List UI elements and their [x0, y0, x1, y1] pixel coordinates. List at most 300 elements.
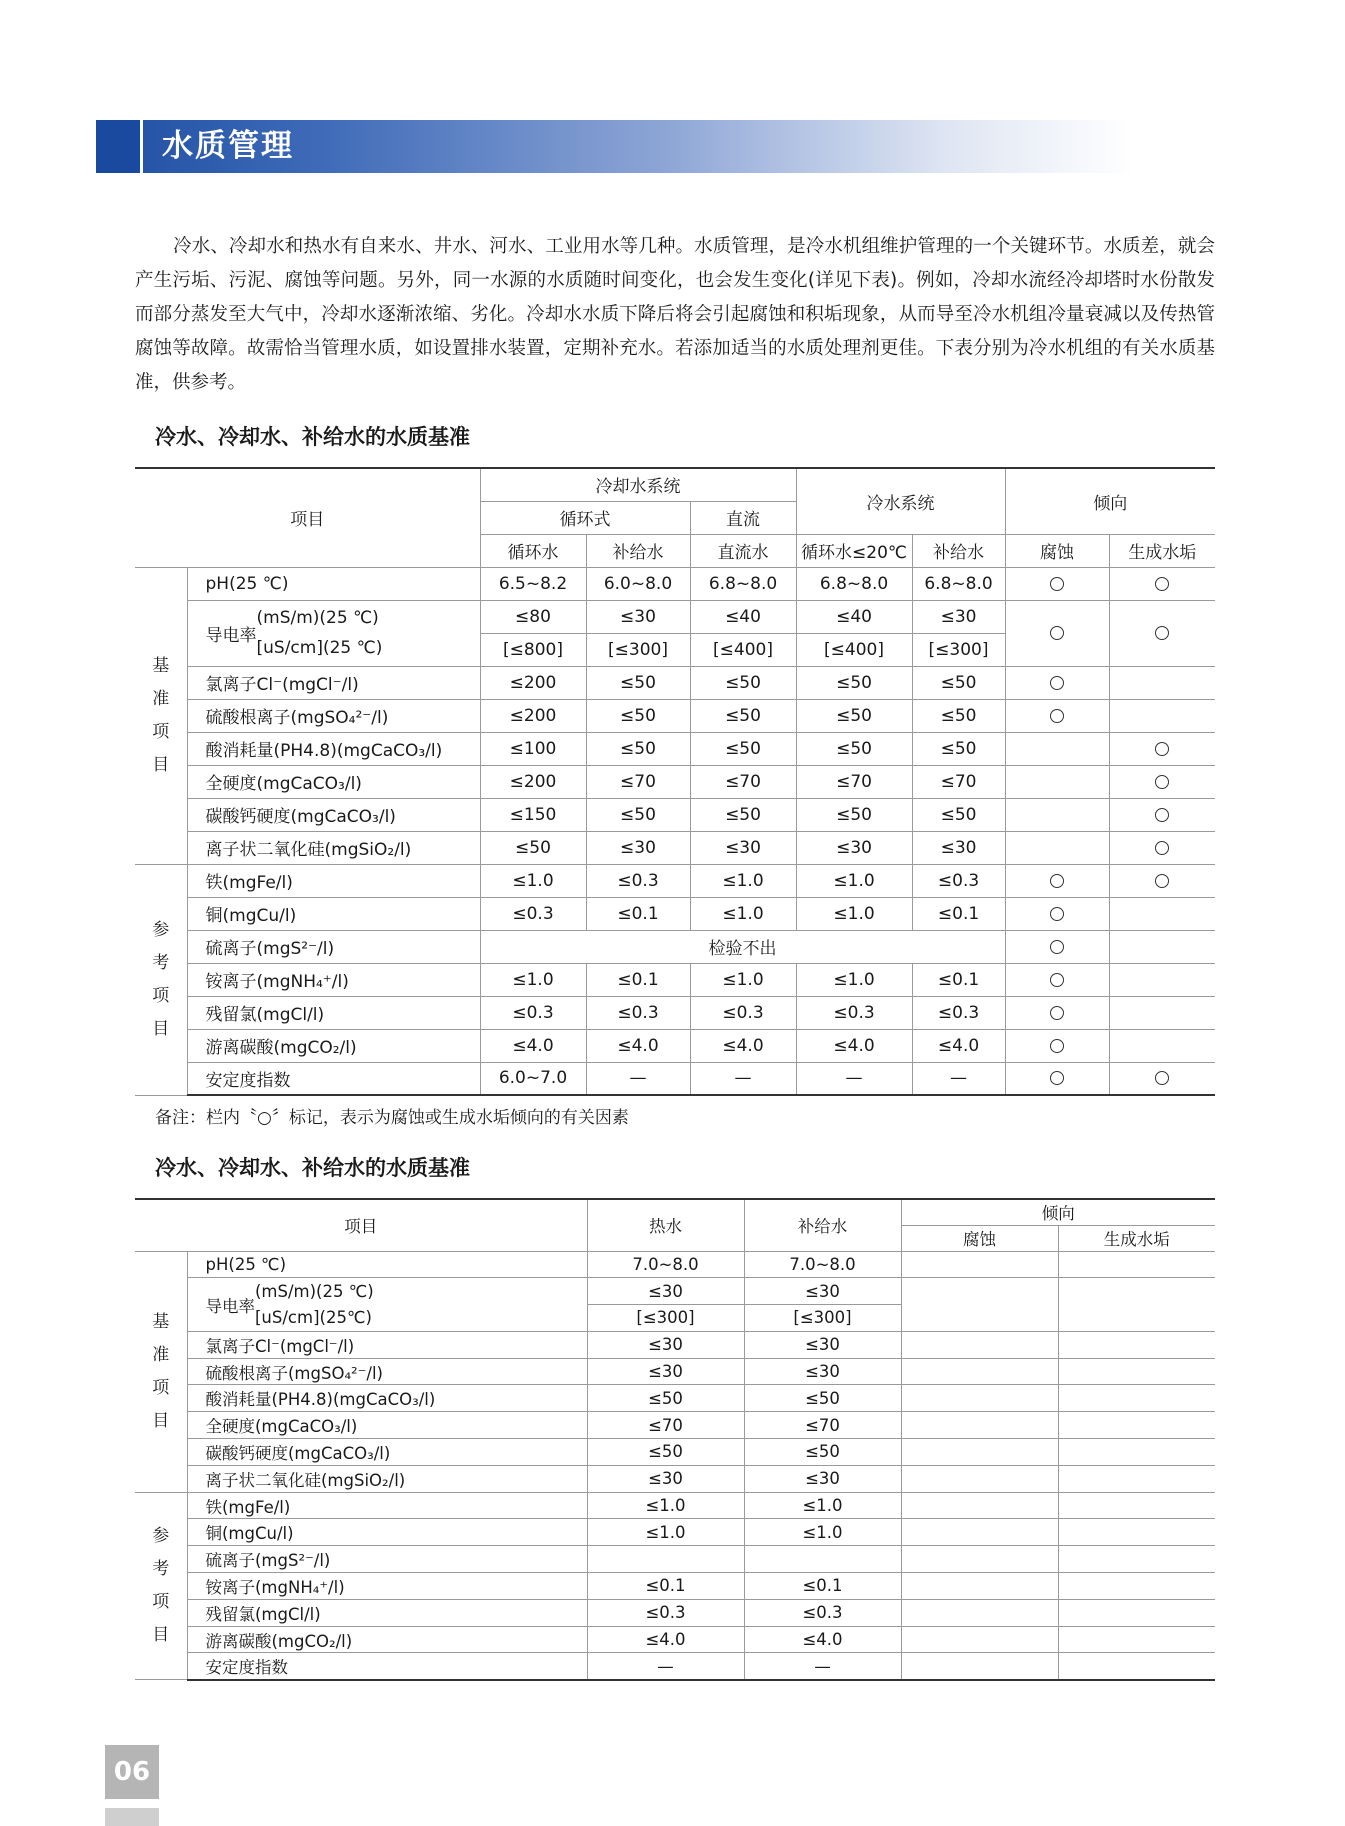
corrosion-cell — [1005, 600, 1109, 666]
table-row — [135, 1331, 1215, 1358]
row-label: 全硬度(mgCaCO₃/l) — [187, 765, 480, 798]
value-cell: ≤70 — [586, 765, 690, 798]
table-row — [135, 732, 1215, 765]
table-row — [135, 930, 1215, 963]
conductivity-units — [255, 1279, 374, 1331]
scale-cell — [1109, 1029, 1215, 1062]
corrosion-cell — [1005, 765, 1109, 798]
row-label: 硫酸根离子(mgSO₄²⁻/l) — [187, 699, 480, 732]
scale-cell — [1109, 864, 1215, 897]
scale-cell — [1109, 963, 1215, 996]
tendency-circle-icon — [1155, 577, 1169, 591]
header-item: 项目 — [135, 468, 480, 567]
row-label: 酸消耗量(PH4.8)(mgCaCO₃/l) — [187, 1385, 587, 1412]
value-cell: ≤200 — [480, 699, 586, 732]
value-cell: — — [796, 1062, 912, 1095]
value-cell: ≤0.3 — [796, 996, 912, 1029]
header-makeup-water: 补给水 — [586, 534, 690, 567]
scale-cell — [1109, 600, 1215, 666]
value-cell: ≤1.0 — [690, 864, 796, 897]
scale-cell — [1058, 1439, 1215, 1466]
tendency-circle-icon — [1155, 841, 1169, 855]
value-cell: ≤0.3 — [586, 996, 690, 1029]
tendency-circle-icon — [1155, 775, 1169, 789]
value-cell: ≤200 — [480, 765, 586, 798]
corrosion-cell — [1005, 1029, 1109, 1062]
group-char: 准 — [152, 1344, 170, 1365]
row-label — [187, 600, 480, 666]
corrosion-cell — [901, 1599, 1058, 1626]
header-corrosion: 腐蚀 — [901, 1225, 1058, 1251]
value-cell — [744, 1546, 901, 1573]
conductivity-label — [206, 1279, 587, 1331]
corrosion-cell — [901, 1439, 1058, 1466]
value-cell: ≤0.1 — [912, 963, 1005, 996]
value-cell: ≤0.3 — [912, 996, 1005, 1029]
row-label: 氯离子Cl⁻(mgCl⁻/l) — [187, 666, 480, 699]
row-label: 铜(mgCu/l) — [187, 1519, 587, 1546]
corrosion-cell — [901, 1278, 1058, 1332]
value-cell: [≤300] — [912, 633, 1005, 666]
table-row — [135, 699, 1215, 732]
value-cell: ≤30 — [587, 1465, 744, 1492]
value-cell: ≤50 — [912, 798, 1005, 831]
corrosion-cell — [1005, 930, 1109, 963]
group-char: 目 — [152, 1018, 170, 1039]
value-cell: ≤0.1 — [586, 897, 690, 930]
header-tendency: 倾向 — [1005, 468, 1215, 534]
section-title: 水质管理 — [162, 128, 294, 164]
value-cell: ≤30 — [587, 1278, 744, 1305]
value-cell: — — [586, 1062, 690, 1095]
header-scale: 生成水垢 — [1109, 534, 1215, 567]
table-row — [135, 1492, 1215, 1519]
conductivity-unit-1: (mS/m)(25 ℃) — [255, 1281, 374, 1301]
corrosion-cell — [901, 1519, 1058, 1546]
value-cell: ≤50 — [587, 1385, 744, 1412]
scale-cell — [1058, 1626, 1215, 1653]
group-char: 目 — [152, 1624, 170, 1645]
value-cell: ≤70 — [796, 765, 912, 798]
row-label — [187, 1278, 587, 1332]
value-cell: — — [587, 1653, 744, 1680]
header-chilled-circulating: 循环水≤20℃ — [796, 534, 912, 567]
row-label: 酸消耗量(PH4.8)(mgCaCO₃/l) — [187, 732, 480, 765]
value-cell: 6.0~8.0 — [586, 567, 690, 600]
value-cell: ≤50 — [690, 732, 796, 765]
value-cell: ≤1.0 — [587, 1492, 744, 1519]
conductivity-unit-2: [uS/cm](25 ℃) — [256, 638, 383, 658]
table-row — [135, 1358, 1215, 1385]
row-label: 残留氯(mgCl/l) — [187, 1599, 587, 1626]
table2-title: 冷水、冷却水、补给水的水质基准 — [155, 1156, 470, 1180]
row-label: 碳酸钙硬度(mgCaCO₃/l) — [187, 1439, 587, 1466]
row-label: 铜(mgCu/l) — [187, 897, 480, 930]
value-cell: ≤50 — [912, 732, 1005, 765]
value-cell: ≤30 — [586, 831, 690, 864]
scale-cell — [1109, 666, 1215, 699]
header-circulating: 循环式 — [480, 501, 690, 534]
value-cell: 6.8~8.0 — [796, 567, 912, 600]
value-cell: ≤50 — [587, 1439, 744, 1466]
value-cell: ≤1.0 — [480, 963, 586, 996]
row-label: pH(25 ℃) — [187, 1251, 587, 1278]
row-label: 游离碳酸(mgCO₂/l) — [187, 1626, 587, 1653]
table-row — [135, 831, 1215, 864]
value-cell: ≤30 — [912, 831, 1005, 864]
header-scale: 生成水垢 — [1058, 1225, 1215, 1251]
corrosion-cell — [1005, 666, 1109, 699]
value-cell-merged: 检验不出 — [480, 930, 1005, 963]
corrosion-cell — [901, 1385, 1058, 1412]
row-group-label — [135, 864, 187, 1095]
header-once-through: 直流 — [690, 501, 796, 534]
row-group-label — [135, 1492, 187, 1680]
value-cell: ≤40 — [796, 600, 912, 633]
table-row — [135, 1519, 1215, 1546]
table-row — [135, 765, 1215, 798]
value-cell: ≤4.0 — [744, 1626, 901, 1653]
header-item: 项目 — [135, 1199, 587, 1251]
value-cell: ≤50 — [796, 732, 912, 765]
scale-cell — [1058, 1412, 1215, 1439]
value-cell: ≤0.3 — [480, 996, 586, 1029]
scale-cell — [1058, 1653, 1215, 1680]
group-char: 基 — [152, 655, 170, 676]
value-cell: ≤0.1 — [744, 1573, 901, 1600]
value-cell: ≤70 — [587, 1412, 744, 1439]
conductivity-unit-2: [uS/cm](25℃) — [255, 1307, 372, 1327]
corrosion-cell — [901, 1465, 1058, 1492]
value-cell: ≤1.0 — [690, 897, 796, 930]
conductivity-name: 导电率 — [205, 625, 257, 646]
scale-cell — [1109, 897, 1215, 930]
value-cell: 6.5~8.2 — [480, 567, 586, 600]
row-label: 安定度指数 — [187, 1653, 587, 1680]
group-char: 项 — [152, 1377, 170, 1398]
tendency-circle-icon — [1155, 1071, 1169, 1085]
row-label: 铵离子(mgNH₄⁺/l) — [187, 963, 480, 996]
value-cell: ≤0.3 — [690, 996, 796, 1029]
corrosion-cell — [1005, 996, 1109, 1029]
header-tendency: 倾向 — [901, 1199, 1215, 1225]
row-label: 离子状二氧化硅(mgSiO₂/l) — [187, 831, 480, 864]
row-label: 安定度指数 — [187, 1062, 480, 1095]
value-cell: ≤1.0 — [796, 897, 912, 930]
value-cell: ≤50 — [690, 699, 796, 732]
value-cell: ≤200 — [480, 666, 586, 699]
value-cell: ≤50 — [480, 831, 586, 864]
value-cell: ≤30 — [586, 600, 690, 633]
group-char: 项 — [152, 721, 170, 742]
group-char: 项 — [152, 1591, 170, 1612]
row-label: 硫离子(mgS²⁻/l) — [187, 1546, 587, 1573]
corrosion-cell — [1005, 897, 1109, 930]
table-row — [135, 963, 1215, 996]
corrosion-cell — [901, 1546, 1058, 1573]
group-char: 准 — [152, 688, 170, 709]
table-row — [135, 1278, 1215, 1305]
table-row — [135, 864, 1215, 897]
value-cell: ≤1.0 — [480, 864, 586, 897]
value-cell: [≤300] — [586, 633, 690, 666]
row-group-label — [135, 567, 187, 864]
value-cell: ≤0.1 — [587, 1573, 744, 1600]
table-row — [135, 1029, 1215, 1062]
header-cooling-system: 冷却水系统 — [480, 468, 796, 501]
scale-cell — [1058, 1331, 1215, 1358]
row-label: 全硬度(mgCaCO₃/l) — [187, 1412, 587, 1439]
corrosion-cell — [901, 1653, 1058, 1680]
value-cell: ≤50 — [690, 666, 796, 699]
value-cell: ≤0.3 — [912, 864, 1005, 897]
value-cell: ≤100 — [480, 732, 586, 765]
corrosion-cell — [901, 1626, 1058, 1653]
scale-cell — [1109, 732, 1215, 765]
value-cell: 7.0~8.0 — [744, 1251, 901, 1278]
corrosion-cell — [1005, 798, 1109, 831]
row-label: 硫离子(mgS²⁻/l) — [187, 930, 480, 963]
scale-cell — [1109, 699, 1215, 732]
conductivity-units — [257, 603, 383, 663]
value-cell: ≤30 — [587, 1331, 744, 1358]
value-cell: ≤50 — [586, 666, 690, 699]
value-cell: ≤0.3 — [587, 1599, 744, 1626]
value-cell: ≤50 — [586, 699, 690, 732]
row-label: 残留氯(mgCl/l) — [187, 996, 480, 1029]
scale-cell — [1058, 1599, 1215, 1626]
tendency-circle-icon — [1050, 626, 1064, 640]
corrosion-cell — [901, 1331, 1058, 1358]
scale-cell — [1058, 1465, 1215, 1492]
value-cell: ≤1.0 — [796, 963, 912, 996]
table-row — [135, 567, 1215, 600]
value-cell: ≤4.0 — [796, 1029, 912, 1062]
scale-cell — [1058, 1492, 1215, 1519]
table-row — [135, 1412, 1215, 1439]
table-row — [135, 600, 1215, 633]
corrosion-cell — [1005, 732, 1109, 765]
row-label: 硫酸根离子(mgSO₄²⁻/l) — [187, 1358, 587, 1385]
scale-cell — [1058, 1573, 1215, 1600]
value-cell: ≤0.1 — [586, 963, 690, 996]
scale-cell — [1109, 831, 1215, 864]
intro-text: 冷水、冷却水和热水有自来水、井水、河水、工业用水等几种。水质管理，是冷水机组维护管理的一个关键环节。水质差，就会产生污垢、污泥、腐蚀等问题。另外，同一水源的水质随时间变化，也会发生变化(详见下表)。例如，冷却水流经冷却塔时水份散发而部分蒸发至大气中，冷却水逐渐浓缩、劣化。冷却水水质下降后将会引起腐蚀和积垢现象，从而导至冷水机组冷量衰减以及传热管腐蚀等故障。故需恰当管理水质，如设置排水装置，定期补充水。若添加适当的水质处理剂更佳。下表分别为冷水机组的有关水质基准，供参考。 — [135, 236, 1215, 393]
value-cell: [≤400] — [796, 633, 912, 666]
scale-cell — [1058, 1278, 1215, 1332]
scale-cell — [1058, 1385, 1215, 1412]
conductivity-name: 导电率 — [205, 1296, 255, 1316]
corrosion-cell — [1005, 699, 1109, 732]
table-row — [135, 1626, 1215, 1653]
value-cell: ≤0.3 — [480, 897, 586, 930]
value-cell: — — [690, 1062, 796, 1095]
row-label: 碳酸钙硬度(mgCaCO₃/l) — [187, 798, 480, 831]
table-row — [135, 1062, 1215, 1095]
value-cell: [≤300] — [587, 1305, 744, 1332]
scale-cell — [1109, 765, 1215, 798]
tendency-circle-icon — [1050, 577, 1064, 591]
value-cell: 6.0~7.0 — [480, 1062, 586, 1095]
tendency-circle-icon — [1050, 1071, 1064, 1085]
row-label: 游离碳酸(mgCO₂/l) — [187, 1029, 480, 1062]
corrosion-cell — [1005, 963, 1109, 996]
corrosion-cell — [901, 1358, 1058, 1385]
value-cell: ≤70 — [912, 765, 1005, 798]
value-cell: 7.0~8.0 — [587, 1251, 744, 1278]
value-cell: ≤50 — [586, 732, 690, 765]
conductivity-label — [206, 603, 480, 663]
value-cell: ≤30 — [912, 600, 1005, 633]
value-cell: 6.8~8.0 — [912, 567, 1005, 600]
group-char: 参 — [152, 1525, 170, 1546]
table1-title: 冷水、冷却水、补给水的水质基准 — [155, 425, 470, 449]
header-makeup-water: 补给水 — [744, 1199, 901, 1251]
value-cell: ≤4.0 — [587, 1626, 744, 1653]
value-cell — [587, 1546, 744, 1573]
value-cell: ≤50 — [586, 798, 690, 831]
corrosion-cell — [901, 1412, 1058, 1439]
row-label: 铵离子(mgNH₄⁺/l) — [187, 1573, 587, 1600]
value-cell: ≤80 — [480, 600, 586, 633]
table-row — [135, 666, 1215, 699]
value-cell: ≤4.0 — [912, 1029, 1005, 1062]
header-hot-water: 热水 — [587, 1199, 744, 1251]
group-char: 目 — [152, 754, 170, 775]
water-quality-table-2 — [135, 1198, 1215, 1681]
tendency-circle-icon — [1050, 1006, 1064, 1020]
table-note: 备注：栏内〝○〞标记，表示为腐蚀或生成水垢倾向的有关因素 — [155, 1108, 629, 1128]
row-label: 氯离子Cl⁻(mgCl⁻/l) — [187, 1331, 587, 1358]
value-cell: ≤0.1 — [912, 897, 1005, 930]
tendency-circle-icon — [1050, 676, 1064, 690]
page-number: 06 — [105, 1745, 159, 1799]
corrosion-cell — [1005, 831, 1109, 864]
header-once-through-water: 直流水 — [690, 534, 796, 567]
group-char: 考 — [152, 952, 170, 973]
row-group-label — [135, 1251, 187, 1492]
value-cell: ≤1.0 — [690, 963, 796, 996]
value-cell: ≤4.0 — [586, 1029, 690, 1062]
value-cell: ≤40 — [690, 600, 796, 633]
value-cell: ≤4.0 — [690, 1029, 796, 1062]
scale-cell — [1109, 798, 1215, 831]
scale-cell — [1109, 1062, 1215, 1095]
value-cell: — — [912, 1062, 1005, 1095]
header-accent-block — [96, 120, 140, 173]
row-label: pH(25 ℃) — [187, 567, 480, 600]
value-cell: ≤0.3 — [744, 1599, 901, 1626]
tendency-circle-icon — [1155, 742, 1169, 756]
table-row — [135, 1251, 1215, 1278]
tendency-circle-icon — [1050, 907, 1064, 921]
scale-cell — [1109, 996, 1215, 1029]
table-row — [135, 1599, 1215, 1626]
value-cell: ≤30 — [587, 1358, 744, 1385]
scale-cell — [1109, 567, 1215, 600]
value-cell: — — [744, 1653, 901, 1680]
tendency-circle-icon — [1050, 1039, 1064, 1053]
group-char: 参 — [152, 919, 170, 940]
tendency-circle-icon — [1050, 973, 1064, 987]
value-cell: ≤70 — [744, 1412, 901, 1439]
table-row — [135, 1573, 1215, 1600]
tendency-circle-icon — [1050, 709, 1064, 723]
group-char: 目 — [152, 1410, 170, 1431]
value-cell: ≤50 — [744, 1385, 901, 1412]
tendency-circle-icon — [1155, 808, 1169, 822]
corrosion-cell — [901, 1251, 1058, 1278]
value-cell: ≤50 — [690, 798, 796, 831]
value-cell: [≤300] — [744, 1305, 901, 1332]
tendency-circle-icon — [1155, 626, 1169, 640]
value-cell: ≤50 — [744, 1439, 901, 1466]
value-cell: ≤1.0 — [796, 864, 912, 897]
corrosion-cell — [901, 1492, 1058, 1519]
group-char: 考 — [152, 1558, 170, 1579]
conductivity-unit-1: (mS/m)(25 ℃) — [256, 608, 379, 628]
table-row — [135, 897, 1215, 930]
value-cell: ≤1.0 — [587, 1519, 744, 1546]
section-header-bar — [96, 120, 1136, 173]
row-label: 离子状二氧化硅(mgSiO₂/l) — [187, 1465, 587, 1492]
row-label: 铁(mgFe/l) — [187, 1492, 587, 1519]
tendency-circle-icon — [1155, 874, 1169, 888]
value-cell: ≤1.0 — [744, 1519, 901, 1546]
value-cell: ≤4.0 — [480, 1029, 586, 1062]
scale-cell — [1058, 1251, 1215, 1278]
header-divider — [140, 120, 143, 173]
table-row — [135, 1653, 1215, 1680]
value-cell: ≤1.0 — [744, 1492, 901, 1519]
value-cell: ≤50 — [912, 666, 1005, 699]
value-cell: ≤30 — [744, 1278, 901, 1305]
value-cell: ≤30 — [744, 1358, 901, 1385]
table-row — [135, 1546, 1215, 1573]
corrosion-cell — [1005, 567, 1109, 600]
table-row — [135, 1439, 1215, 1466]
page-tab-decoration — [105, 1808, 159, 1826]
value-cell: 6.8~8.0 — [690, 567, 796, 600]
corrosion-cell — [1005, 1062, 1109, 1095]
tendency-circle-icon — [1050, 940, 1064, 954]
scale-cell — [1109, 930, 1215, 963]
value-cell: ≤50 — [796, 666, 912, 699]
value-cell: ≤0.3 — [586, 864, 690, 897]
header-corrosion: 腐蚀 — [1005, 534, 1109, 567]
value-cell: ≤70 — [690, 765, 796, 798]
tendency-circle-icon — [1050, 874, 1064, 888]
value-cell: ≤30 — [744, 1465, 901, 1492]
value-cell: ≤50 — [796, 798, 912, 831]
header-chilled-system: 冷水系统 — [796, 468, 1005, 534]
value-cell: [≤400] — [690, 633, 796, 666]
table-row — [135, 1465, 1215, 1492]
value-cell: ≤30 — [744, 1331, 901, 1358]
table-row — [135, 996, 1215, 1029]
corrosion-cell — [901, 1573, 1058, 1600]
intro-paragraph — [135, 230, 1215, 400]
group-char: 项 — [152, 985, 170, 1006]
scale-cell — [1058, 1519, 1215, 1546]
value-cell: ≤50 — [796, 699, 912, 732]
value-cell: [≤800] — [480, 633, 586, 666]
value-cell: ≤50 — [912, 699, 1005, 732]
table-row — [135, 1385, 1215, 1412]
header-circulating-water: 循环水 — [480, 534, 586, 567]
group-char: 基 — [152, 1311, 170, 1332]
table-row — [135, 798, 1215, 831]
